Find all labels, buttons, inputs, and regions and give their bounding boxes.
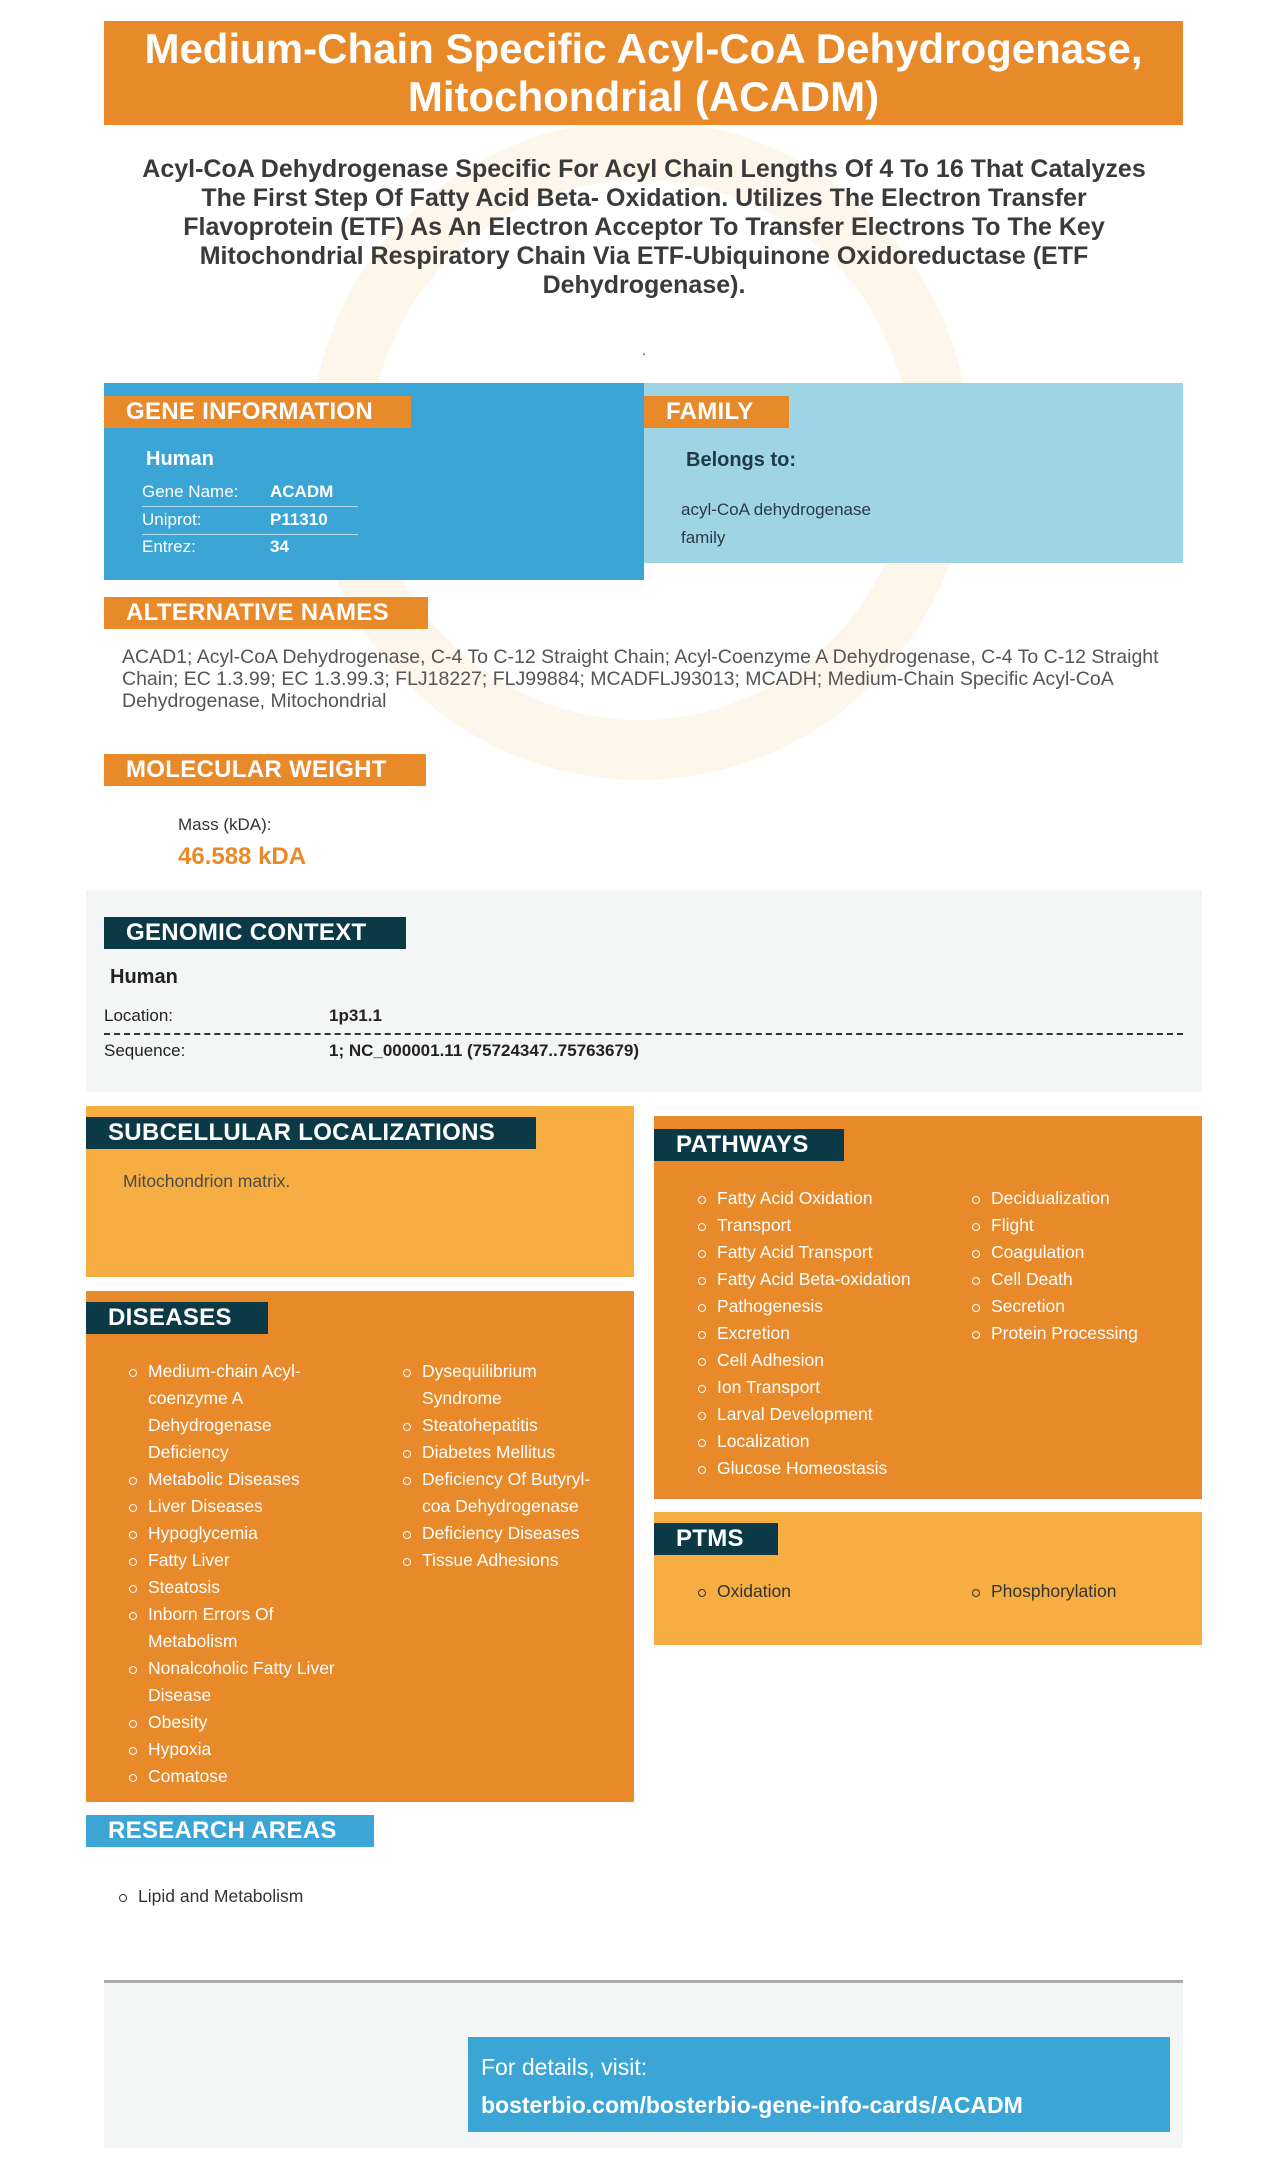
subcellular-label: SUBCELLULAR LOCALIZATIONS (86, 1117, 536, 1149)
list-item: Decidualization (969, 1185, 1189, 1212)
list-item: Metabolic Diseases (126, 1466, 346, 1493)
list-item: Tissue Adhesions (400, 1547, 610, 1574)
list-item: Dysequilibrium Syndrome (400, 1358, 610, 1412)
ptms-list-col-2 (969, 1578, 1189, 1605)
entrez-key: Entrez: (142, 537, 196, 556)
divider (142, 506, 358, 507)
genomic-context-label: GENOMIC CONTEXT (104, 917, 406, 949)
sequence-value: 1; NC_000001.11 (75724347..75763679) (329, 1041, 640, 1060)
list-item: Liver Diseases (126, 1493, 346, 1520)
genomic-species: Human (110, 966, 178, 988)
list-item: Coagulation (969, 1239, 1189, 1266)
alternative-names-text: ACAD1; Acyl-CoA Dehydrogenase, C-4 To C-12 Straight Chain; Acyl-Coenzyme A Dehydrogenase, C-4 To C-12 Straight Chain; EC 1.3.99; EC 1.3.99.3; FLJ18227; FLJ99884; MCADFLJ93013; MCADH; Medium-Chain Specific Acyl-CoA Dehydrogenase, Mitochondrial (122, 646, 1159, 712)
list-item: Ion Transport (695, 1374, 945, 1401)
gene-name-value: ACADM (270, 482, 334, 501)
location-value: 1p31.1 (329, 1006, 382, 1025)
diseases-list-col-1 (126, 1358, 346, 1790)
list-item: Cell Adhesion (695, 1347, 945, 1374)
belongs-to-label: Belongs to: (686, 449, 796, 471)
location-key: Location: (104, 1006, 173, 1025)
list-item: Oxidation (695, 1578, 945, 1605)
list-item: Glucose Homeostasis (695, 1455, 945, 1482)
list-item: Cell Death (969, 1266, 1189, 1293)
title-line-1: Medium-Chain Specific Acyl-CoA Dehydrogenase, (144, 25, 1143, 72)
mass-label: Mass (kDA): (178, 815, 272, 834)
dashed-divider (104, 1033, 1183, 1035)
pathways-label: PATHWAYS (654, 1129, 844, 1161)
gene-information-panel (104, 383, 644, 580)
separator-dot: . (642, 342, 646, 358)
list-item: Obesity (126, 1709, 346, 1736)
list-item: Lipid and Metabolism (116, 1883, 516, 1910)
alternative-names-label: ALTERNATIVE NAMES (104, 597, 428, 629)
footer-url-link[interactable]: bosterbio.com/bosterbio-gene-info-cards/ACADM (481, 2092, 1023, 2118)
pathways-list-col-1 (695, 1185, 945, 1482)
family-name-line-2: family (681, 528, 726, 547)
uniprot-key: Uniprot: (142, 510, 202, 529)
page-title (104, 21, 1183, 125)
list-item: Hypoxia (126, 1736, 346, 1763)
list-item: Fatty Acid Beta-oxidation (695, 1266, 945, 1293)
list-item: Deficiency Diseases (400, 1520, 610, 1547)
ptms-list-col-1 (695, 1578, 945, 1605)
family-name-line-1: acyl-CoA dehydrogenase (681, 500, 871, 519)
list-item: Steatosis (126, 1574, 346, 1601)
title-line-2: Mitochondrial (ACADM) (407, 73, 880, 120)
list-item: Pathogenesis (695, 1293, 945, 1320)
list-item: Hypoglycemia (126, 1520, 346, 1547)
ptms-label: PTMS (654, 1523, 778, 1555)
gene-name-key: Gene Name: (142, 482, 239, 501)
list-item: Secretion (969, 1293, 1189, 1320)
list-item: Inborn Errors Of Metabolism (126, 1601, 346, 1655)
pathways-list-col-2 (969, 1185, 1189, 1347)
list-item: Steatohepatitis (400, 1412, 610, 1439)
family-panel (644, 383, 1183, 563)
uniprot-value: P11310 (270, 510, 328, 529)
list-item: Nonalcoholic Fatty Liver Disease (126, 1655, 346, 1709)
list-item: Phosphorylation (969, 1578, 1189, 1605)
list-item: Medium-chain Acyl-coenzyme A Dehydrogenase Deficiency (126, 1358, 346, 1466)
gene-information-label: GENE INFORMATION (104, 396, 411, 428)
subcellular-text: Mitochondrion matrix. (123, 1171, 291, 1191)
footer-intro-text: For details, visit: (481, 2054, 648, 2080)
list-item: Deficiency Of Butyryl-coa Dehydrogenase (400, 1466, 610, 1520)
entrez-value: 34 (270, 537, 289, 556)
list-item: Transport (695, 1212, 945, 1239)
list-item: Localization (695, 1428, 945, 1455)
sequence-key: Sequence: (104, 1041, 186, 1060)
research-areas-label: RESEARCH AREAS (86, 1815, 374, 1847)
diseases-label: DISEASES (86, 1302, 268, 1334)
list-item: Fatty Acid Transport (695, 1239, 945, 1266)
list-item: Excretion (695, 1320, 945, 1347)
divider (142, 534, 358, 535)
list-item: Larval Development (695, 1401, 945, 1428)
research-areas-list (116, 1883, 516, 1910)
mass-value: 46.588 kDA (178, 843, 307, 870)
gene-species: Human (146, 448, 214, 470)
diseases-list-col-2 (400, 1358, 610, 1574)
list-item: Protein Processing (969, 1320, 1189, 1347)
list-item: Diabetes Mellitus (400, 1439, 610, 1466)
list-item: Comatose (126, 1763, 346, 1790)
footer-link-box[interactable] (468, 2037, 1170, 2132)
list-item: Fatty Liver (126, 1547, 346, 1574)
family-label: FAMILY (644, 396, 789, 428)
list-item: Flight (969, 1212, 1189, 1239)
list-item: Fatty Acid Oxidation (695, 1185, 945, 1212)
gene-description: Acyl-CoA Dehydrogenase Specific For Acyl Chain Lengths Of 4 To 16 That Catalyzes The First Step Of Fatty Acid Beta- Oxidation. Utilizes The Electron Transfer Flavoprotein (ETF) As An Electron Acceptor To Transfer Electrons To The Key Mitochondrial Respiratory Chain Via ETF-Ubiquinone Oxidoreductase (ETF Dehydrogenase). (142, 155, 1146, 299)
molecular-weight-label: MOLECULAR WEIGHT (104, 754, 426, 786)
